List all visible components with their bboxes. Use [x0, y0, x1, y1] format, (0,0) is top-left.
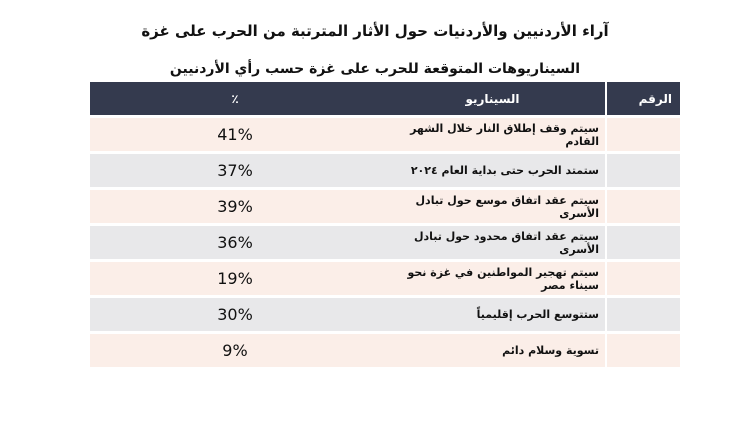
scenario-cell: سيتم وقف إطلاق النار خلال الشهر القادم [380, 117, 606, 153]
percent-cell: 9% [90, 333, 380, 368]
scenarios-table [90, 82, 680, 367]
table-row [90, 189, 680, 225]
scenario-header: السيناريو [380, 82, 606, 117]
percent-cell: 41% [90, 117, 380, 153]
scenario-cell: ستتوسع الحرب إقليمياً [380, 297, 606, 333]
percent-cell: 19% [90, 261, 380, 297]
table-row [90, 153, 680, 189]
number-cell [606, 333, 680, 368]
percent-header: ٪ [90, 82, 380, 117]
number-cell [606, 117, 680, 153]
number-cell [606, 153, 680, 189]
table-row [90, 297, 680, 333]
table-row [90, 225, 680, 261]
number-cell [606, 261, 680, 297]
number-cell [606, 225, 680, 261]
percent-cell: 37% [90, 153, 380, 189]
table-header-row [90, 82, 680, 117]
percent-cell: 30% [90, 297, 380, 333]
number-header: الرقم [606, 82, 680, 117]
page-title: آراء الأردنيين والأردنيات حول الأثار المترتبة من الحرب على غزة [141, 22, 609, 40]
percent-cell: 36% [90, 225, 380, 261]
table-row [90, 261, 680, 297]
number-cell [606, 297, 680, 333]
table-row [90, 117, 680, 153]
scenario-cell: تسوية وسلام دائم [380, 333, 606, 368]
scenario-cell: سيتم عقد اتفاق موسع حول تبادل الأسرى [380, 189, 606, 225]
percent-cell: 39% [90, 189, 380, 225]
number-cell [606, 189, 680, 225]
scenario-cell: ستمتد الحرب حتى بداية العام ٢٠٢٤ [380, 153, 606, 189]
scenario-cell: سيتم تهجير المواطنين في غزة نحو سيناء مصر [380, 261, 606, 297]
table-subtitle: السيناريوهات المتوقعة للحرب على غزة حسب رأي الأردنيين [169, 61, 581, 77]
table-row [90, 333, 680, 368]
scenario-cell: سيتم عقد اتفاق محدود حول تبادل الأسرى [380, 225, 606, 261]
